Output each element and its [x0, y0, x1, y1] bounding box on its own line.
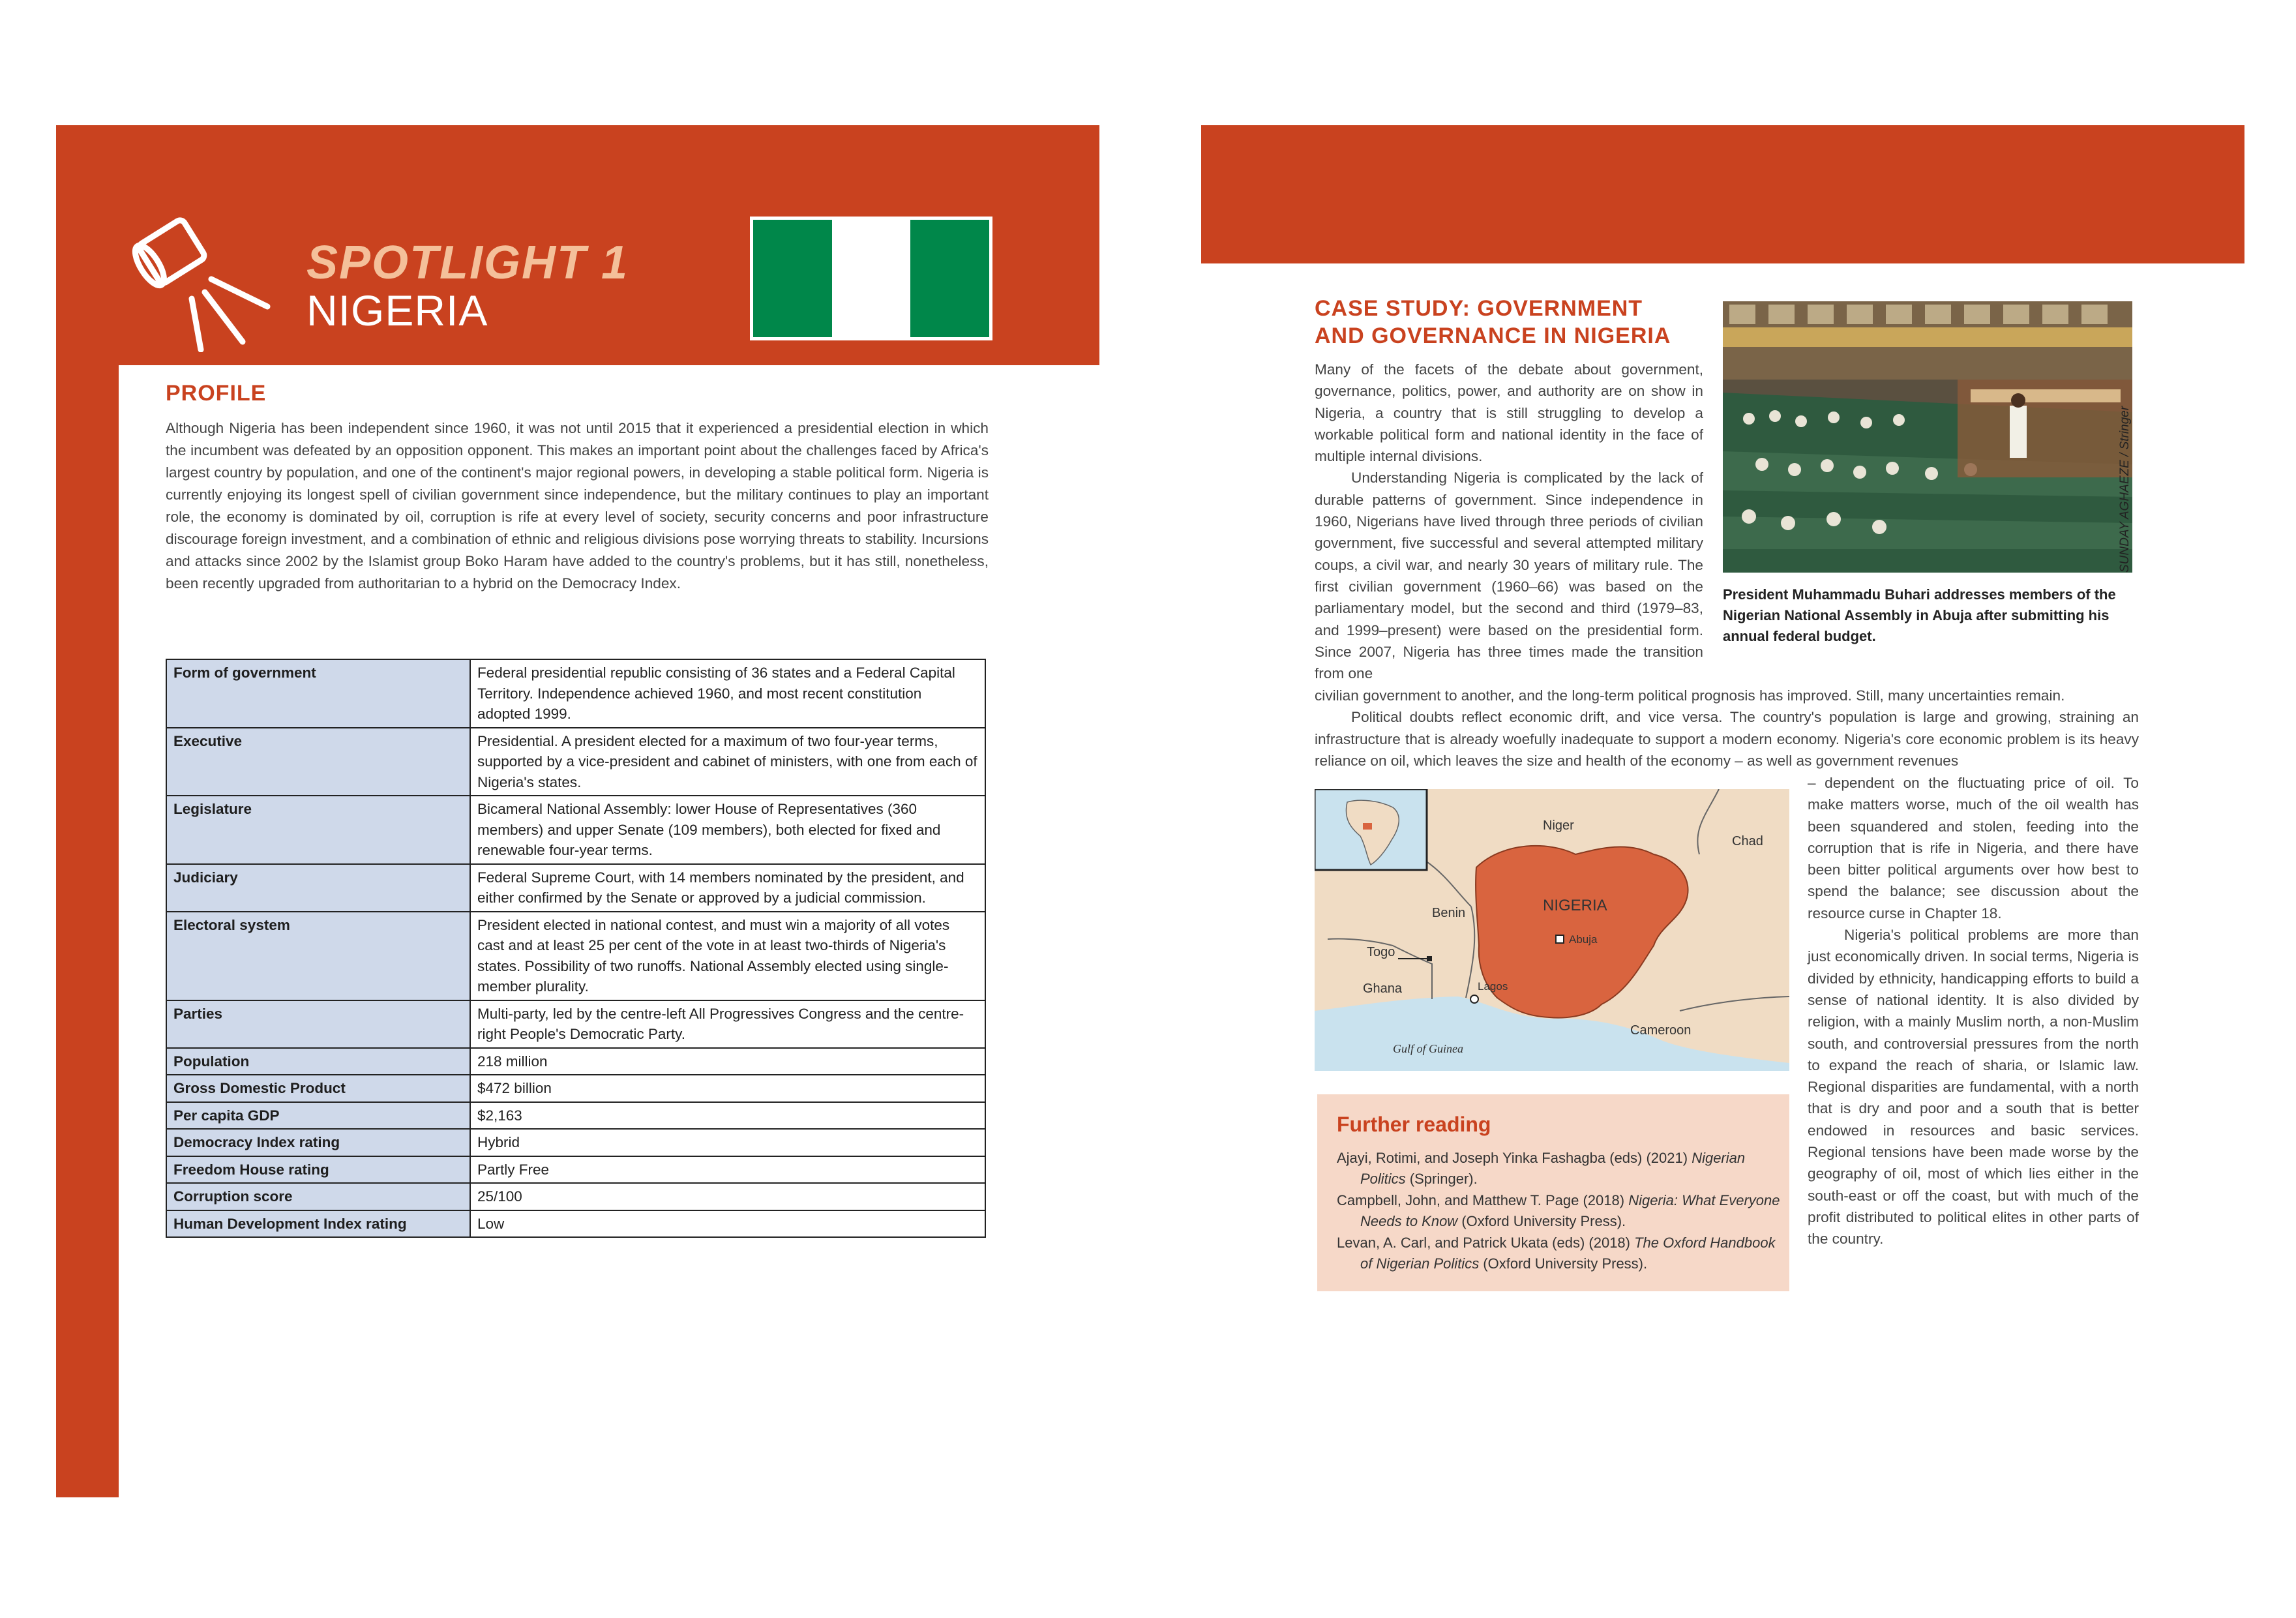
- assembly-photo: [1723, 301, 2132, 573]
- case-study-p3-cont: – dependent on the fluctuating price of oil. To make matters worse, much of the oil wealth has been squandered and stolen, feeding into the corruption that is rife in Nigeria, and there have been bitter political arguments over how best to spend the balance; see discussion about the resource curse in Chapter 18.: [1808, 775, 2139, 921]
- facts-key: Population: [166, 1048, 470, 1075]
- facts-table: [166, 659, 986, 1238]
- inset-nigeria: [1363, 823, 1372, 830]
- facts-row: [166, 1156, 985, 1184]
- case-study-heading-line1: CASE STUDY: GOVERNMENT: [1315, 296, 1643, 321]
- spotlight-country: NIGERIA: [306, 286, 488, 335]
- case-study-heading-line2: AND GOVERNANCE IN NIGERIA: [1315, 323, 1671, 348]
- nigeria-map: [1315, 789, 1789, 1071]
- facts-body: [166, 659, 985, 1237]
- further-reading-item: [1337, 1190, 1780, 1232]
- reading-title: Nigerian Politics: [1360, 1150, 1746, 1187]
- flag-stripe-center: [832, 220, 911, 337]
- flag-stripe-left: [753, 220, 832, 337]
- case-study-heading: [1315, 295, 1671, 350]
- reading-authors: Levan, A. Carl, and Patrick Ukata (eds) (2018): [1337, 1235, 1635, 1251]
- facts-row: [166, 1102, 985, 1130]
- facts-key: Corruption score: [166, 1183, 470, 1210]
- profile-heading: PROFILE: [166, 381, 267, 406]
- right-header-bar: [1201, 125, 2244, 263]
- nigeria-flag: [750, 217, 992, 340]
- spotlight-icon: [128, 202, 284, 352]
- case-study-column: [1315, 359, 1703, 684]
- facts-key: Freedom House rating: [166, 1156, 470, 1184]
- facts-key: Judiciary: [166, 864, 470, 912]
- reading-publisher: (Oxford University Press).: [1479, 1255, 1648, 1272]
- facts-value: $472 billion: [470, 1075, 985, 1102]
- further-reading-list: [1337, 1148, 1780, 1275]
- case-study-p2: Understanding Nigeria is complicated by the lack of durable patterns of government. Since independence in 1960, Nigerians have lived through three periods of civilian government, five successful and several attempted military coups, a civil war, and nearly 30 years of military rule. The first civilian government (1960–66) was based on the parliamentary model, but the second and third (1979–83, and 1999–present) were based on the presidential form. Since 2007, Nigeria has three times made the transition from one: [1315, 470, 1703, 682]
- abuja-marker: [1556, 935, 1564, 943]
- facts-row: [166, 1210, 985, 1238]
- facts-key: Democracy Index rating: [166, 1129, 470, 1156]
- facts-value: Hybrid: [470, 1129, 985, 1156]
- map-label-nigeria: NIGERIA: [1543, 897, 1607, 914]
- facts-row: [166, 1183, 985, 1210]
- facts-value: Bicameral National Assembly: lower House of Representatives (360 members) and upper Senate (109 members), both elected for fixed and renewable four-year terms.: [470, 796, 985, 864]
- map-label-togo: Togo: [1367, 945, 1395, 959]
- facts-row: [166, 1075, 985, 1102]
- further-reading-heading: Further reading: [1337, 1113, 1491, 1136]
- case-study-p3: Political doubts reflect economic drift, and vice versa. The country's population is large and growing, straining an infrastructure that is already woefully inadequate to support a modern economy. Nigeria's core economic problem is its heavy reliance on oil, which leaves the size and health of the economy – as well as government revenues: [1315, 709, 2139, 769]
- map-label-cameroon: Cameroon: [1630, 1023, 1692, 1038]
- facts-value: Federal presidential republic consisting of 36 states and a Federal Capital Territory. Independence achieved 1960, and most recent constitution adopted 1999.: [470, 659, 985, 728]
- facts-row: [166, 1000, 985, 1048]
- map-label-gulf: Gulf of Guinea: [1393, 1042, 1463, 1055]
- case-study-right-column: [1808, 772, 2139, 1250]
- reading-authors: Campbell, John, and Matthew T. Page (2018): [1337, 1192, 1629, 1208]
- reading-publisher: (Springer).: [1405, 1171, 1478, 1187]
- map-label-chad: Chad: [1732, 834, 1763, 848]
- profile-text: Although Nigeria has been independent since 1960, it was not until 2015 that it experienced a presidential election in which the incumbent was defeated by an opposition opponent. This makes an important point about the challenges faced by Africa's largest country by population, and one of the continent's major regional powers, in developing a stable political form. Nigeria is currently enjoying its longest spell of civilian government since independence, but the military continues to play an important role, the economy is dominated by oil, corruption is rife at every level of society, security concerns and poor infrastructure discourage foreign investment, and a combination of ethnic and religious divisions pose worrying threats to stability. Incursions and attacks since 2002 by the Islamist group Boko Haram have added to the country's problems, but it has still, nonetheless, been recently upgraded from authoritarian to a hybrid on the Democracy Index.: [166, 420, 989, 592]
- facts-value: Federal Supreme Court, with 14 members nominated by the president, and either confirmed by the Senate or approved by a judicial commission.: [470, 864, 985, 912]
- reading-title: The Oxford Handbook of Nigerian Politics: [1360, 1235, 1776, 1272]
- lagos-marker: [1470, 995, 1478, 1003]
- facts-value: Presidential. A president elected for a maximum of two four-year terms, supported by a vice-president and cabinet of ministers, with one from each of Nigeria's states.: [470, 728, 985, 796]
- further-reading-item: [1337, 1148, 1780, 1190]
- flag-stripe-right: [910, 220, 989, 337]
- facts-key: Parties: [166, 1000, 470, 1048]
- facts-value: 218 million: [470, 1048, 985, 1075]
- map-label-niger: Niger: [1543, 818, 1574, 833]
- facts-row: [166, 1048, 985, 1075]
- facts-key: Per capita GDP: [166, 1102, 470, 1130]
- case-study-wide: [1315, 685, 2139, 772]
- map-label-lagos: Lagos: [1478, 980, 1508, 993]
- photo-credit: SUNDAY AGHAEZE / Stringer: [2118, 406, 2132, 573]
- case-study-p2-cont: civilian government to another, and the long-term political prognosis has improved. Still, many uncertainties remain.: [1315, 687, 2065, 704]
- photo-caption: President Muhammadu Buhari addresses members of the Nigerian National Assembly in Abuja after submitting his annual federal budget.: [1723, 586, 2116, 644]
- facts-value: President elected in national contest, and must win a majority of all votes cast and at least 25 per cent of the vote in at least two-thirds of Nigeria's states. Possibility of two runoffs. National Assembly elected using single-member plurality.: [470, 912, 985, 1000]
- further-reading-item: [1337, 1233, 1780, 1274]
- facts-key: Legislature: [166, 796, 470, 864]
- reading-authors: Ajayi, Rotimi, and Joseph Yinka Fashagba (eds) (2021): [1337, 1150, 1692, 1166]
- facts-row: [166, 864, 985, 912]
- facts-row: [166, 796, 985, 864]
- facts-key: Human Development Index rating: [166, 1210, 470, 1238]
- map-label-benin: Benin: [1432, 906, 1466, 920]
- facts-row: [166, 1129, 985, 1156]
- map-label-abuja: Abuja: [1569, 933, 1598, 946]
- facts-key: Form of government: [166, 659, 470, 728]
- facts-value: Low: [470, 1210, 985, 1238]
- reading-title: Nigeria: What Everyone Needs to Know: [1360, 1192, 1780, 1229]
- facts-key: Executive: [166, 728, 470, 796]
- facts-value: Partly Free: [470, 1156, 985, 1184]
- facts-row: [166, 659, 985, 728]
- case-study-p4: Nigeria's political problems are more than just economically driven. In social terms, Nigeria is divided by ethnicity, handicapping efforts to build a sense of national identity. It is also divided by religion, with a mainly Muslim north, a non-Muslim south, and controversial pressures from the north to expand the reach of sharia, or Islamic law. Regional disparities are fundamental, with a north that is dry and poor and a south that is better endowed in resources and basic services. Regional tensions have been made worse by the geography of oil, most of which lies either in the south-east or off the coast, but with much of the profit distributed to political elites in other parts of the country.: [1808, 927, 2139, 1248]
- facts-row: [166, 912, 985, 1000]
- map-label-ghana: Ghana: [1363, 981, 1403, 996]
- reading-publisher: (Oxford University Press).: [1457, 1213, 1626, 1229]
- facts-key: Electoral system: [166, 912, 470, 1000]
- facts-key: Gross Domestic Product: [166, 1075, 470, 1102]
- facts-value: $2,163: [470, 1102, 985, 1130]
- facts-value: Multi-party, led by the centre-left All Progressives Congress and the centre-right People's Democratic Party.: [470, 1000, 985, 1048]
- facts-value: 25/100: [470, 1183, 985, 1210]
- spotlight-title: SPOTLIGHT 1: [306, 237, 629, 289]
- facts-row: [166, 728, 985, 796]
- case-study-p1: Many of the facets of the debate about government, governance, politics, power, and authority are on show in Nigeria, a country that is still struggling to develop a workable political form and national identity in the face of multiple internal divisions.: [1315, 361, 1703, 465]
